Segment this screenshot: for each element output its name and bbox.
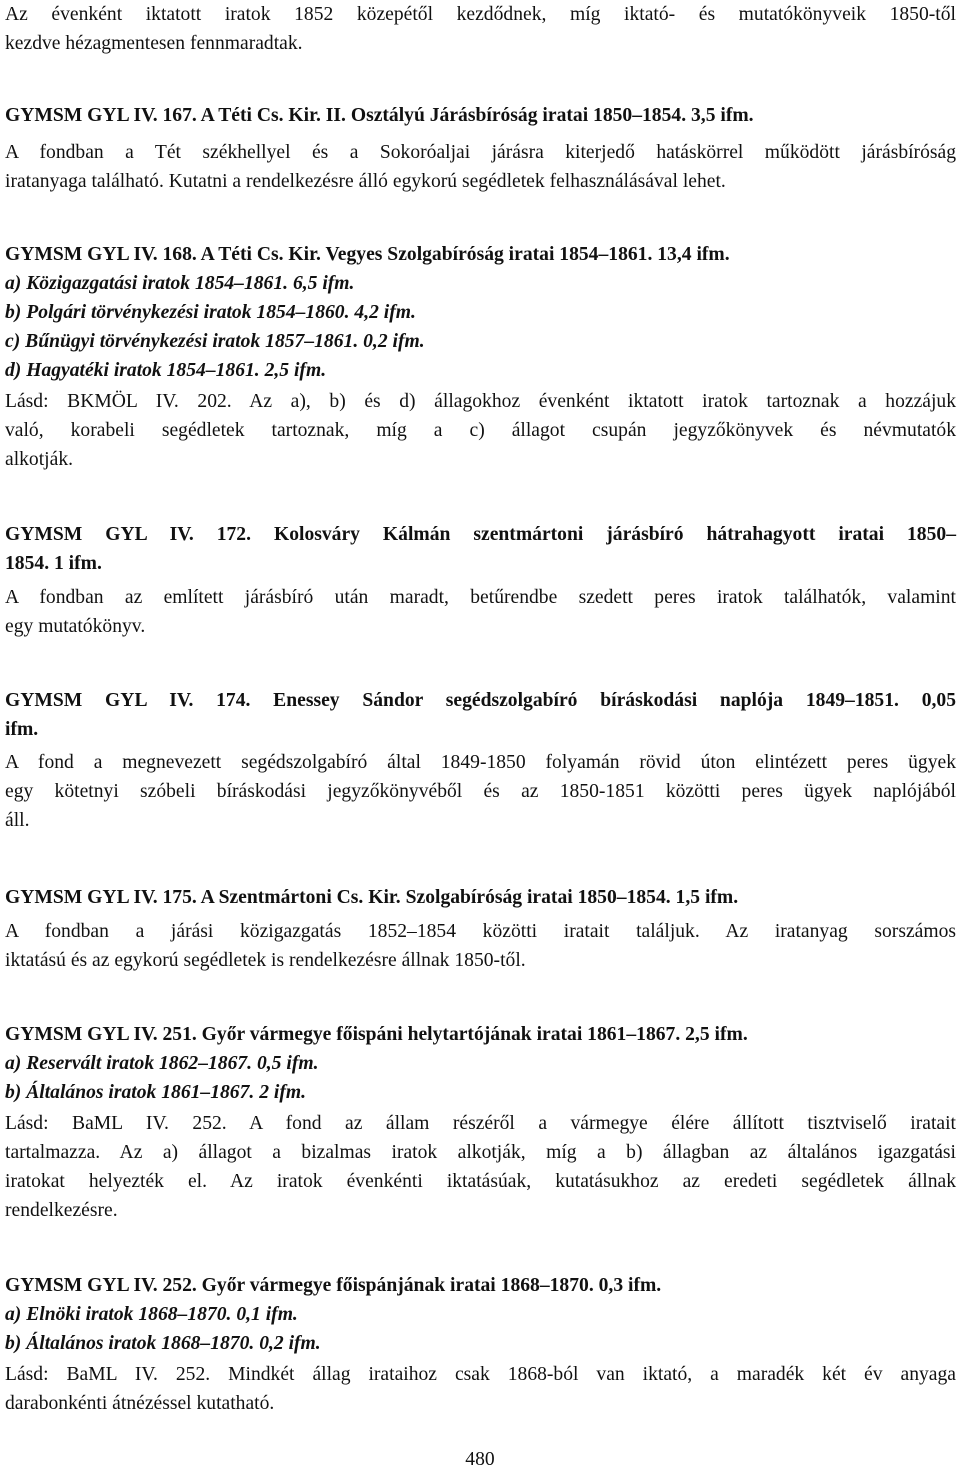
fond-252-subseries-a: a) Elnöki iratok 1868–1870. 0,1 ifm. xyxy=(5,1304,298,1325)
fond-168-text-2: való, korabeli segédletek tartoznak, míg a c) állagot csupán jegyzőkönyvek és névmutatók xyxy=(5,420,956,441)
fond-175-text-2: iktatású és az egykorú segédletek is rendelkezésre állnak 1850-től. xyxy=(5,950,526,971)
fond-175-title: GYMSM GYL IV. 175. A Szentmártoni Cs. Kir. Szolgabíróság iratai 1850–1854. 1,5 ifm. xyxy=(5,887,739,908)
page-number: 480 xyxy=(465,1449,495,1470)
fond-167-title: GYMSM GYL IV. 167. A Téti Cs. Kir. II. Osztályú Járásbíróság iratai 1850–1854. 3,5 ifm. xyxy=(5,105,754,126)
fond-167-text-1: A fondban a Tét székhellyel és a Sokoróaljai járásra kiterjedő hatáskörrel működött járásbíróság xyxy=(5,142,956,163)
intro-line-2: kezdve hézagmentesen fennmaradtak. xyxy=(5,33,303,54)
fond-251-text-1: Lásd: BaML IV. 252. A fond az állam részéről a vármegye élére állított tisztviselő iratait xyxy=(5,1113,956,1134)
fond-168-subseries-c: c) Bűnügyi törvénykezési iratok 1857–1861. 0,2 ifm. xyxy=(5,331,425,352)
fond-168-text-1: Lásd: BKMÖL IV. 202. Az a), b) és d) állagokhoz évenként iktatott iratok tartoznak a hozzájuk xyxy=(5,391,956,412)
fond-168-subseries-b: b) Polgári törvénykezési iratok 1854–1860. 4,2 ifm. xyxy=(5,302,416,323)
fond-174-text-3: áll. xyxy=(5,810,30,831)
fond-168-subseries-a: a) Közigazgatási iratok 1854–1861. 6,5 ifm. xyxy=(5,273,355,294)
fond-175-text-1: A fondban a járási közigazgatás 1852–1854 közötti iratait találjuk. Az iratanyag sorszámos xyxy=(5,921,956,942)
fond-168-subseries-d: d) Hagyatéki iratok 1854–1861. 2,5 ifm. xyxy=(5,360,327,381)
fond-168-text-3: alkotják. xyxy=(5,449,74,470)
fond-251-title: GYMSM GYL IV. 251. Győr vármegye főispáni helytartójának iratai 1861–1867. 2,5 ifm. xyxy=(5,1024,748,1045)
fond-174-title-2: ifm. xyxy=(5,719,39,740)
fond-174-text-1: A fond a megnevezett segédszolgabíró által 1849-1850 folyamán rövid úton elintézett peres ügyek xyxy=(5,752,956,773)
fond-172-text-1: A fondban az említett járásbíró után maradt, betűrendbe szedett peres iratok találhatók, valamint xyxy=(5,587,956,608)
fond-251-text-2: tartalmazza. Az a) állagot a bizalmas iratok alkotják, míg a b) állagban az általános igazgatási xyxy=(5,1142,956,1163)
fond-168-title: GYMSM GYL IV. 168. A Téti Cs. Kir. Vegyes Szolgabíróság iratai 1854–1861. 13,4 ifm. xyxy=(5,244,730,265)
fond-172-title-1: GYMSM GYL IV. 172. Kolosváry Kálmán szentmártoni járásbíró hátrahagyott iratai 1850– xyxy=(5,524,956,545)
fond-252-text-1: Lásd: BaML IV. 252. Mindkét állag irataihoz csak 1868-ból van iktató, a maradék két év anyaga xyxy=(5,1364,956,1385)
fond-172-title-2: 1854. 1 ifm. xyxy=(5,553,102,574)
fond-251-subseries-b: b) Általános iratok 1861–1867. 2 ifm. xyxy=(5,1082,307,1103)
fond-167-text-2: iratanyaga található. Kutatni a rendelkezésre álló egykorú segédletek felhasználásával lehet. xyxy=(5,171,726,192)
fond-251-text-3: iratokat helyezték el. Az iratok évenkénti iktatásúak, kutatásukhoz az eredeti segédletek állnak xyxy=(5,1171,956,1192)
fond-174-text-2: egy kötetnyi szóbeli bíráskodási jegyzőkönyvéből és az 1850-1851 közötti peres ügyek naplójából xyxy=(5,781,956,802)
fond-174-title-1: GYMSM GYL IV. 174. Enessey Sándor segédszolgabíró bíráskodási naplója 1849–1851. 0,05 xyxy=(5,690,956,711)
fond-252-title: GYMSM GYL IV. 252. Győr vármegye főispánjának iratai 1868–1870. 0,3 ifm. xyxy=(5,1275,662,1296)
fond-251-text-4: rendelkezésre. xyxy=(5,1200,118,1221)
fond-252-text-2: darabonkénti átnézéssel kutatható. xyxy=(5,1393,275,1414)
intro-line-1: Az évenként iktatott iratok 1852 közepétől kezdődnek, míg iktató- és mutatókönyveik 1850-től xyxy=(5,4,956,25)
fond-172-text-2: egy mutatókönyv. xyxy=(5,616,146,637)
fond-251-subseries-a: a) Reservált iratok 1862–1867. 0,5 ifm. xyxy=(5,1053,319,1074)
fond-252-subseries-b: b) Általános iratok 1868–1870. 0,2 ifm. xyxy=(5,1333,321,1354)
